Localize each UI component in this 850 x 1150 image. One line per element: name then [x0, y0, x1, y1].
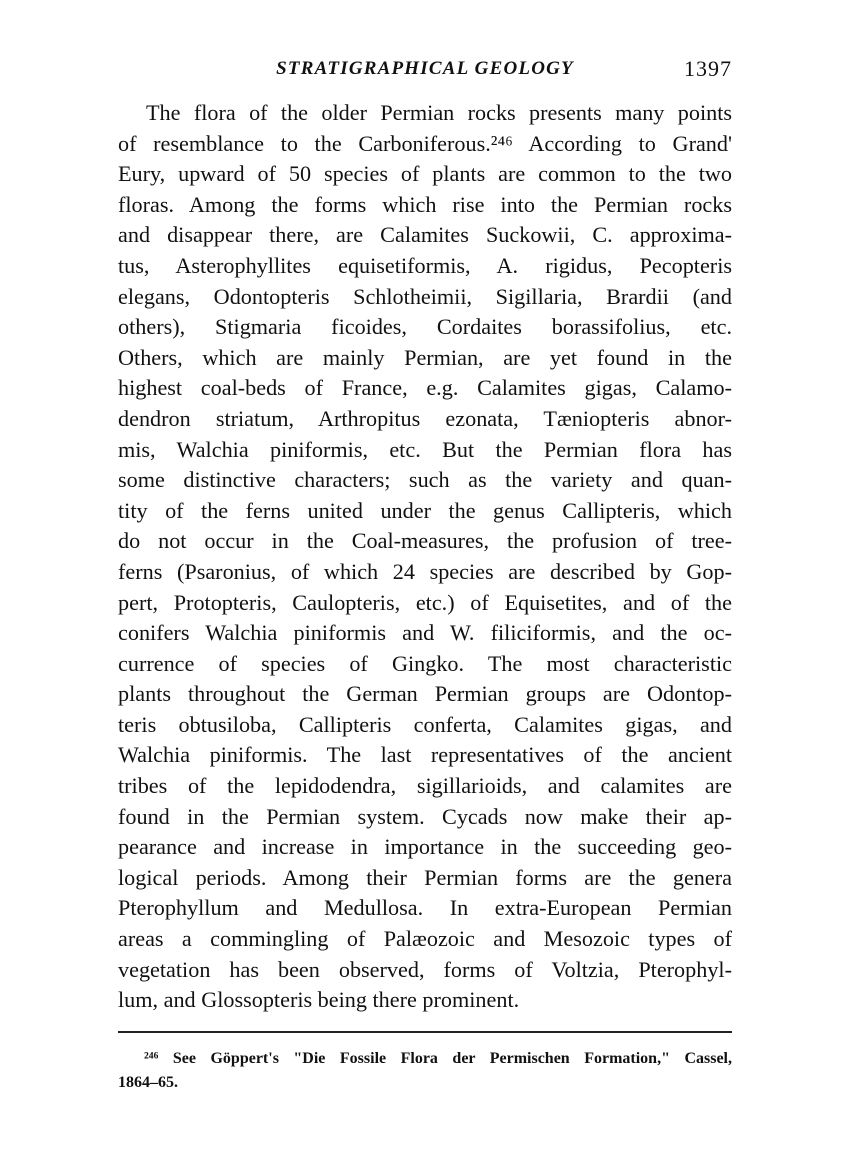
body-line: do not occur in the Coal-measures, the profusion of tree-	[118, 528, 732, 554]
body-line: lum, and Glossopteris being there prominent.	[118, 987, 520, 1013]
body-line: teris obtusiloba, Callipteris conferta, Calamites gigas, and	[118, 711, 732, 737]
body-line: Eury, upward of 50 species of plants are common to the two	[118, 161, 732, 187]
body-line: tribes of the lepidodendra, sigillarioids, and calamites are	[118, 773, 732, 799]
body-line: elegans, Odontopteris Schlotheimii, Sigillaria, Brardii (and	[118, 283, 732, 309]
running-head	[118, 58, 732, 90]
body-line: Pterophyllum and Medullosa. In extra-European Permian	[118, 895, 732, 921]
body-line: and disappear there, are Calamites Suckowii, C. approxima-	[118, 222, 732, 248]
body-paragraph	[118, 98, 732, 1016]
body-line: areas a commingling of Palæozoic and Mesozoic types of	[118, 926, 732, 952]
body-line: pert, Protopteris, Caulopteris, etc.) of Equisetites, and of the	[118, 589, 732, 615]
body-line: pearance and increase in importance in the succeeding geo-	[118, 834, 732, 860]
body-line: floras. Among the forms which rise into the Permian rocks	[118, 191, 732, 217]
body-line: currence of species of Gingko. The most characteristic	[118, 650, 732, 676]
footnote-rule	[118, 1031, 732, 1033]
body-line: vegetation has been observed, forms of Voltzia, Pterophyl-	[118, 956, 732, 982]
body-line: Walchia piniformis. The last representatives of the ancient	[118, 742, 732, 768]
body-line: others), Stigmaria ficoides, Cordaites borassifolius, etc.	[118, 314, 732, 340]
footnote	[118, 1047, 732, 1095]
body-line: found in the Permian system. Cycads now make their ap-	[118, 803, 732, 829]
footnote-line: 1864–65.	[118, 1074, 178, 1091]
body-line: highest coal-beds of France, e.g. Calamites gigas, Calamo-	[118, 375, 732, 401]
body-line: some distinctive characters; such as the variety and quan-	[118, 467, 732, 493]
page-number: 1397	[684, 56, 732, 81]
body-line: logical periods. Among their Permian forms are the genera	[118, 864, 732, 890]
body-line: mis, Walchia piniformis, etc. But the Permian flora has	[118, 436, 732, 462]
body-line: ferns (Psaronius, of which 24 species are described by Gop-	[118, 558, 732, 584]
body-line: tus, Asterophyllites equisetiformis, A. rigidus, Pecopteris	[118, 252, 732, 278]
body-line: dendron striatum, Arthropitus ezonata, Tæniopteris abnor-	[118, 405, 732, 431]
body-line: Others, which are mainly Permian, are yet found in the	[118, 344, 732, 370]
body-line: tity of the ferns united under the genus Callipteris, which	[118, 497, 732, 523]
footnote-line: ²⁴⁶ See Göppert's "Die Fossile Flora der Permischen Formation," Cassel,	[144, 1050, 732, 1067]
body-line: The flora of the older Permian rocks presents many points	[146, 100, 732, 125]
body-line: conifers Walchia piniformis and W. filiciformis, and the oc-	[118, 620, 732, 646]
body-line: of resemblance to the Carboniferous.²⁴⁶ According to Grand'	[118, 130, 732, 156]
body-line: plants throughout the German Permian groups are Odontop-	[118, 681, 732, 707]
running-title: STRATIGRAPHICAL GEOLOGY	[276, 58, 574, 79]
